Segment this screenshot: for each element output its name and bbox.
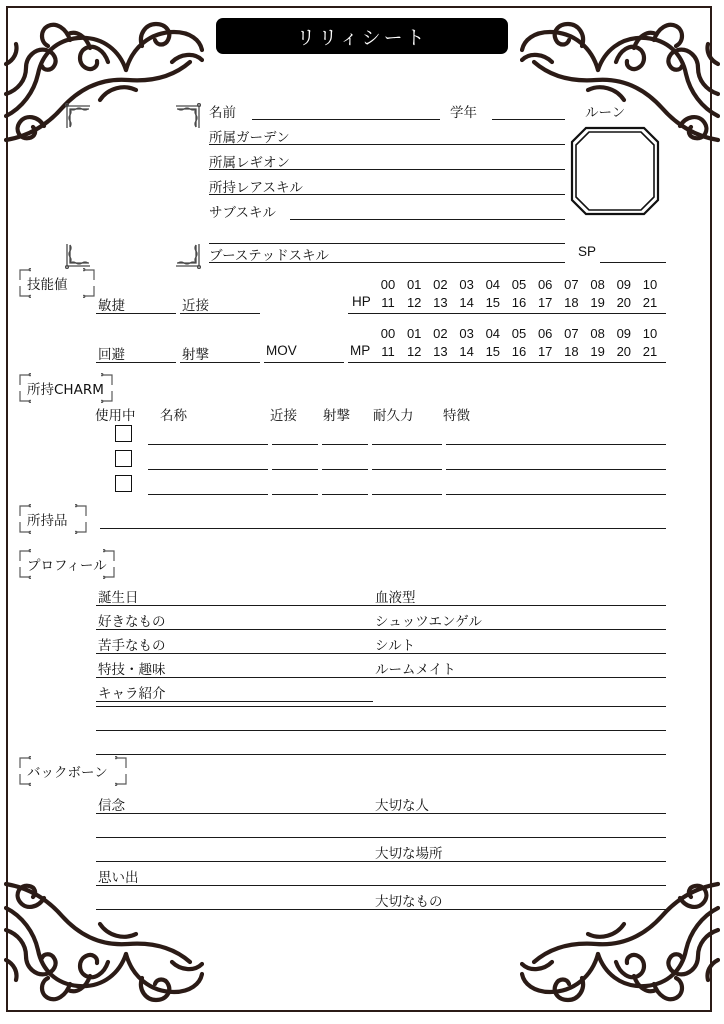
mp-cell-21[interactable]: 21 bbox=[642, 344, 658, 359]
hp-cell-07[interactable]: 07 bbox=[564, 277, 579, 292]
grade-label: 学年 bbox=[450, 105, 477, 121]
mp-cell-14[interactable]: 14 bbox=[459, 344, 474, 359]
section-backbone-label: バックボーン bbox=[27, 765, 108, 781]
charm-melee-line-row3[interactable] bbox=[272, 494, 318, 495]
mp-cell-00[interactable]: 00 bbox=[380, 326, 396, 341]
mp-cell-12[interactable]: 12 bbox=[406, 344, 422, 359]
profile-label-5: キャラ紹介 bbox=[98, 686, 166, 702]
mp-cell-13[interactable]: 13 bbox=[433, 344, 448, 359]
backbone-label-2: 思い出 bbox=[98, 870, 139, 886]
backbone-input-line-3[interactable] bbox=[96, 861, 373, 862]
stat-line-melee[interactable] bbox=[180, 313, 260, 314]
profile-input-line-2[interactable] bbox=[96, 629, 373, 630]
profile-label-3: 苦手なもの bbox=[98, 638, 166, 654]
hp-cell-08[interactable]: 08 bbox=[590, 277, 605, 292]
profile-right-input-line-1[interactable] bbox=[373, 605, 666, 606]
hp-cell-10[interactable]: 10 bbox=[642, 277, 658, 292]
profile-input-line-1[interactable] bbox=[96, 605, 373, 606]
hp-cell-00[interactable]: 00 bbox=[380, 277, 396, 292]
mp-cell-03[interactable]: 03 bbox=[459, 326, 474, 341]
section-items bbox=[18, 506, 88, 532]
backbone-right-input-line-1[interactable] bbox=[373, 813, 666, 814]
hp-cell-14[interactable]: 14 bbox=[459, 295, 474, 310]
boosted-skill-input-line[interactable] bbox=[209, 262, 565, 263]
profile-label-4: 特技・趣味 bbox=[98, 662, 166, 678]
charm-inuse-checkbox-row1[interactable] bbox=[115, 425, 132, 442]
stat-line-shooting[interactable] bbox=[180, 362, 260, 363]
backbone-right-label-1: 大切な人 bbox=[375, 798, 429, 814]
hp-cell-01[interactable]: 01 bbox=[406, 277, 422, 292]
stat-line-evasion[interactable] bbox=[96, 362, 176, 363]
name-label: 名前 bbox=[209, 105, 236, 121]
backbone-label-1: 信念 bbox=[98, 798, 125, 814]
charm-durability-line-row2[interactable] bbox=[372, 469, 442, 470]
boosted-skill-label: ブーステッドスキル bbox=[209, 248, 329, 264]
profile-label-2: 好きなもの bbox=[98, 614, 166, 630]
profile-right-label-1: 血液型 bbox=[375, 590, 416, 606]
hp-cell-04[interactable]: 04 bbox=[485, 277, 501, 292]
profile-input-line-3[interactable] bbox=[96, 653, 373, 654]
portrait-corner-tl bbox=[65, 103, 91, 129]
charm-traits-line-row1[interactable] bbox=[446, 444, 666, 445]
charm-melee-line-row2[interactable] bbox=[272, 469, 318, 470]
page-title: リリィシート bbox=[296, 26, 428, 49]
charm-shooting-line-row3[interactable] bbox=[322, 494, 368, 495]
flourish-bottom-left bbox=[4, 875, 204, 1020]
bracket-tr-icon bbox=[115, 756, 128, 769]
bracket-br-icon bbox=[75, 521, 88, 534]
sub-skill-input-line-1[interactable] bbox=[290, 219, 565, 220]
sp-input-line[interactable] bbox=[600, 262, 666, 263]
stat-label-melee: 近接 bbox=[182, 298, 209, 314]
profile-right-label-3: シルト bbox=[375, 638, 416, 654]
bracket-br-icon bbox=[115, 773, 128, 786]
mp-cell-02[interactable]: 02 bbox=[433, 326, 448, 341]
sheet-title-plate bbox=[216, 18, 508, 54]
charm-traits-line-row3[interactable] bbox=[446, 494, 666, 495]
profile-input-line-4[interactable] bbox=[96, 677, 373, 678]
flourish-bottom-right bbox=[520, 875, 720, 1020]
charm-durability-line-row1[interactable] bbox=[372, 444, 442, 445]
backbone-right-label-2: 大切な場所 bbox=[375, 846, 443, 862]
garden-input-line[interactable] bbox=[209, 144, 565, 145]
section-charm bbox=[18, 375, 114, 401]
charm-name-line-row1[interactable] bbox=[148, 444, 268, 445]
mp-cell-20[interactable]: 20 bbox=[616, 344, 632, 359]
profile-input-line-5[interactable] bbox=[96, 701, 373, 702]
backbone-input-line-5[interactable] bbox=[96, 909, 373, 910]
portrait-corner-br bbox=[175, 243, 201, 269]
stat-label-shooting: 射撃 bbox=[182, 347, 209, 363]
backbone-input-line-4[interactable] bbox=[96, 885, 373, 886]
stat-label-agility: 敏捷 bbox=[98, 298, 125, 314]
sub-skill-label: サブスキル bbox=[209, 205, 276, 221]
section-items-label: 所持品 bbox=[27, 513, 68, 529]
profile-intro-line-3[interactable] bbox=[96, 730, 666, 731]
charm-name-line-row2[interactable] bbox=[148, 469, 268, 470]
hp-cell-18[interactable]: 18 bbox=[564, 295, 579, 310]
hp-cell-06[interactable]: 06 bbox=[537, 277, 553, 292]
section-backbone bbox=[18, 758, 128, 784]
backbone-input-line-2[interactable] bbox=[96, 837, 373, 838]
hp-cell-11[interactable]: 11 bbox=[381, 295, 395, 310]
charm-shooting-line-row1[interactable] bbox=[322, 444, 368, 445]
section-skills-label: 技能値 bbox=[27, 277, 68, 293]
hp-cell-12[interactable]: 12 bbox=[406, 295, 422, 310]
mp-cell-15[interactable]: 15 bbox=[485, 344, 501, 359]
garden-label: 所属ガーデン bbox=[209, 130, 290, 146]
charm-inuse-checkbox-row3[interactable] bbox=[115, 475, 132, 492]
legion-input-line[interactable] bbox=[209, 169, 565, 170]
section-profile bbox=[18, 551, 116, 577]
stat-line-mov[interactable] bbox=[264, 362, 344, 363]
mp-track-underline[interactable] bbox=[348, 362, 666, 363]
profile-right-input-line-4[interactable] bbox=[373, 677, 666, 678]
rare-skill-label: 所持レアスキル bbox=[209, 180, 303, 196]
mp-cell-11[interactable]: 11 bbox=[381, 344, 395, 359]
portrait-frame[interactable] bbox=[65, 103, 201, 269]
name-input-line[interactable] bbox=[252, 119, 440, 120]
charm-inuse-checkbox-row2[interactable] bbox=[115, 450, 132, 467]
hp-cell-02[interactable]: 02 bbox=[433, 277, 448, 292]
legion-label: 所属レギオン bbox=[209, 155, 290, 171]
charm-header-shooting: 射撃 bbox=[323, 408, 350, 424]
mp-cell-17[interactable]: 17 bbox=[537, 344, 553, 359]
backbone-input-line-1[interactable] bbox=[96, 813, 373, 814]
profile-label-1: 誕生日 bbox=[98, 590, 139, 606]
mp-cell-05[interactable]: 05 bbox=[511, 326, 527, 341]
hp-cell-20[interactable]: 20 bbox=[616, 295, 632, 310]
mp-cell-04[interactable]: 04 bbox=[485, 326, 501, 341]
rare-skill-input-line[interactable] bbox=[209, 194, 565, 195]
bracket-tr-icon bbox=[75, 504, 88, 517]
grade-input-line[interactable] bbox=[492, 119, 565, 120]
profile-intro-line-2[interactable] bbox=[96, 706, 666, 707]
backbone-right-input-line-5[interactable] bbox=[373, 909, 666, 910]
mp-cell-10[interactable]: 10 bbox=[642, 326, 658, 341]
stat-line-agility[interactable] bbox=[96, 313, 176, 314]
portrait-corner-bl bbox=[65, 243, 91, 269]
hp-cell-17[interactable]: 17 bbox=[537, 295, 553, 310]
section-skills bbox=[18, 270, 96, 296]
charm-header-inuse: 使用中 bbox=[95, 408, 136, 424]
charm-durability-line-row3[interactable] bbox=[372, 494, 442, 495]
hp-cell-15[interactable]: 15 bbox=[485, 295, 501, 310]
bracket-br-icon bbox=[83, 285, 96, 298]
bracket-tr-icon bbox=[83, 268, 96, 281]
hp-cell-16[interactable]: 16 bbox=[511, 295, 527, 310]
backbone-right-input-line-3[interactable] bbox=[373, 861, 666, 862]
mp-cell-09[interactable]: 09 bbox=[616, 326, 632, 341]
charm-shooting-line-row2[interactable] bbox=[322, 469, 368, 470]
profile-right-label-2: シュッツエンゲル bbox=[375, 614, 482, 630]
portrait-corner-tr bbox=[175, 103, 201, 129]
hp-cell-13[interactable]: 13 bbox=[433, 295, 448, 310]
charm-header-traits: 特徴 bbox=[443, 408, 470, 424]
hp-label: HP bbox=[352, 294, 371, 309]
section-charm-label: 所持CHARM bbox=[27, 382, 104, 398]
hp-cell-05[interactable]: 05 bbox=[511, 277, 527, 292]
charm-melee-line-row1[interactable] bbox=[272, 444, 318, 445]
mp-cell-19[interactable]: 19 bbox=[590, 344, 605, 359]
backbone-right-input-line-4[interactable] bbox=[373, 885, 666, 886]
charm-header-durability: 耐久力 bbox=[373, 408, 414, 424]
mp-cell-01[interactable]: 01 bbox=[406, 326, 422, 341]
section-profile-label: プロフィール bbox=[27, 558, 107, 574]
backbone-right-input-line-2[interactable] bbox=[373, 837, 666, 838]
items-input-line[interactable] bbox=[100, 528, 666, 529]
hp-cell-21[interactable]: 21 bbox=[642, 295, 658, 310]
mp-cell-07[interactable]: 07 bbox=[564, 326, 579, 341]
profile-right-input-line-3[interactable] bbox=[373, 653, 666, 654]
hp-cell-19[interactable]: 19 bbox=[590, 295, 605, 310]
hp-track-underline[interactable] bbox=[348, 313, 666, 314]
sp-label: SP bbox=[578, 244, 597, 259]
mp-label: MP bbox=[350, 343, 371, 358]
backbone-right-label-3: 大切なもの bbox=[375, 894, 443, 910]
stat-label-evasion: 回避 bbox=[98, 347, 125, 363]
charm-traits-line-row2[interactable] bbox=[446, 469, 666, 470]
mp-cell-08[interactable]: 08 bbox=[590, 326, 605, 341]
charm-header-melee: 近接 bbox=[270, 408, 297, 424]
hp-cell-03[interactable]: 03 bbox=[459, 277, 474, 292]
mp-cell-18[interactable]: 18 bbox=[564, 344, 579, 359]
profile-right-label-4: ルームメイト bbox=[375, 662, 456, 678]
hp-cell-09[interactable]: 09 bbox=[616, 277, 632, 292]
mp-cell-16[interactable]: 16 bbox=[511, 344, 527, 359]
stat-label-mov: MOV bbox=[266, 343, 297, 358]
profile-right-input-line-2[interactable] bbox=[373, 629, 666, 630]
rune-label: ルーン bbox=[585, 105, 626, 121]
mp-cell-06[interactable]: 06 bbox=[537, 326, 553, 341]
charm-name-line-row3[interactable] bbox=[148, 494, 268, 495]
profile-intro-line-4[interactable] bbox=[96, 754, 666, 755]
charm-header-name: 名称 bbox=[160, 408, 187, 424]
rune-box[interactable] bbox=[570, 126, 660, 216]
